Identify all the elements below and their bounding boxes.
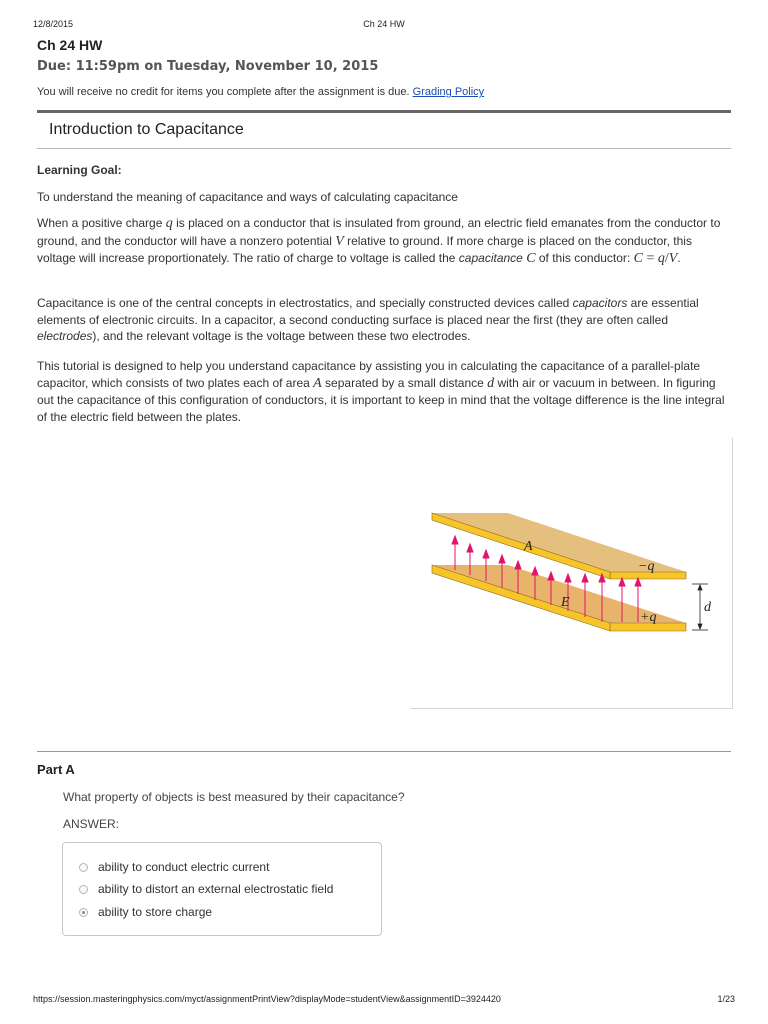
print-header [33,19,735,31]
section-title-divider [37,148,731,149]
math-V: V [335,233,344,249]
part-a-question: What property of objects is best measured by their capacitance? [63,790,405,804]
term-capacitance: capacitance [458,251,523,265]
option-label: ability to store charge [98,905,213,919]
credit-notice-text: You will receive no credit for items you complete after the assignment is due. [37,86,410,98]
answer-options [62,842,382,936]
part-a-title: Part A [37,762,75,777]
option-label: ability to conduct electric current [98,860,270,874]
credit-notice [37,86,484,98]
option-store-charge[interactable] [79,903,212,921]
math-A: A [313,375,322,391]
option-label: ability to distort an external electrostatic field [98,882,334,896]
part-divider [37,751,731,752]
intro-paragraph-2: Capacitance is one of the central concepts in electrostatics, and specially constructed devices called capacitors are essential elements of electronic circuits. In a capacitor, a second conducting surface is placed near the first (they are often called electrodes), and the relevant voltage is the voltage between these two electrodes. [37,296,699,343]
page-url: https://session.masteringphysics.com/myct/assignmentPrintView?displayMode=studentView&assignmentID=3924420 [33,994,501,1004]
learning-goal-label: Learning Goal: [37,163,122,177]
print-title: Ch 24 HW [363,19,405,29]
page-number: 1/23 [717,994,735,1004]
section-divider [37,110,731,113]
term-electrodes: electrodes [37,329,93,343]
label-distance-d: d [704,600,711,615]
label-negative-charge: −q [638,559,655,574]
capacitance-formula: C = q/V [633,251,678,266]
radio-button[interactable] [79,863,88,872]
label-positive-charge: +q [640,610,657,625]
section-title: Introduction to Capacitance [49,121,244,138]
answer-label: ANSWER: [63,817,120,831]
intro-paragraph-1: When a positive charge q is placed on a conductor that is insulated from ground, an electric field emanates from the conductor to ground, and the conductor will have a nonzero potential V relative to ground. If more charge is placed on the conductor, this voltage will increase proportionately. The ratio of charge to voltage is called the capacitance C of this conductor: C = q/V. [37,216,721,266]
grading-policy-link[interactable]: Grading Policy [412,86,485,98]
print-date: 12/8/2015 [33,19,74,29]
term-capacitors: capacitors [572,296,628,310]
capacitor-diagram [420,508,730,658]
assignment-title: Ch 24 HW [37,37,103,53]
label-area-A: A [524,539,533,554]
label-field-E: E [561,595,570,610]
math-q: q [165,216,173,231]
intro-paragraph-3: This tutorial is designed to help you understand capacitance by assisting you in calculating the capacitance of a parallel-plate capacitor, which consists of two plates each of area A separated by a small distance d with air or vacuum in between. In figuring out the capacitance of this configuration of conductors, it is important to keep in mind that the voltage difference is the line integral of the electric field between the plates. [37,359,725,424]
learning-goal-text: To understand the meaning of capacitance and ways of calculating capacitance [37,190,458,204]
math-C: C [526,251,536,266]
radio-button[interactable] [79,885,88,894]
math-d: d [487,375,495,391]
option-distort-field[interactable] [79,880,333,898]
option-conduct-current[interactable] [79,858,269,876]
print-footer [33,994,735,1006]
radio-button-selected[interactable] [79,908,88,917]
due-date: Due: 11:59pm on Tuesday, November 10, 2015 [37,59,379,74]
